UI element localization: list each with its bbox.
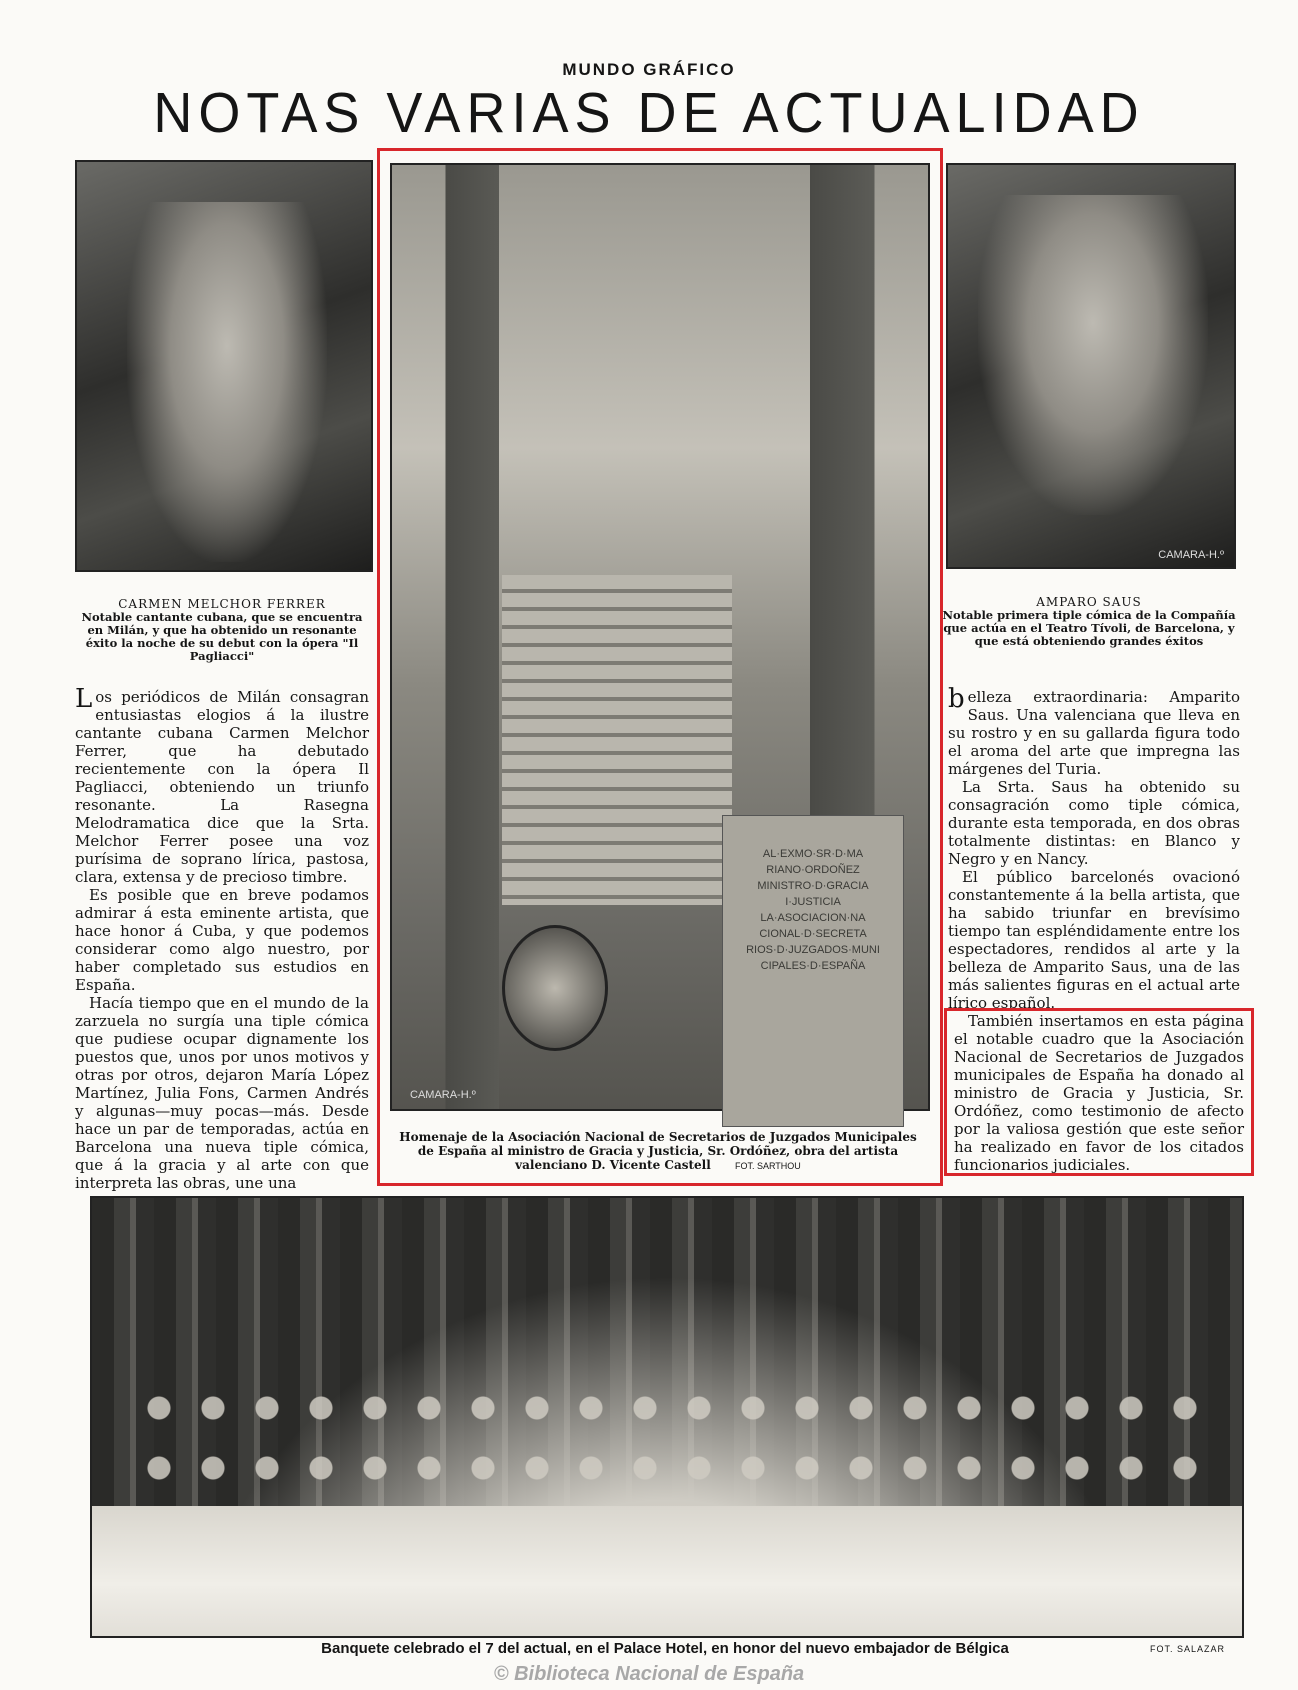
banquet-photo-credit: FOT. SALAZAR (1150, 1644, 1226, 1654)
plaque-line: AL·EXMO·SR·D·MA (762, 848, 864, 860)
boxed-article-paragraph (954, 1012, 1244, 1172)
portrait-photo-amparo-saus (946, 163, 1236, 569)
copyright-watermark: © Biblioteca Nacional de España (493, 1663, 805, 1685)
portrait-credit-right: CAMARA-H.º (1158, 549, 1224, 561)
paragraph: También insertamos en esta página el notable cuadro que la Asociación Nacional de Secretarios de Juzgados municipales de España ha donado al ministro de Gracia y Justicia, Sr. Ordóñez, como testimonio de afecto por la valiosa gestión que este señor ha realizado en favor de los citados funcionarios judiciales. (954, 1012, 1244, 1174)
painting-caption-text: Homenaje de la Asociación Nacional de Secretarios de Juzgados Municipales de España al ministro de Gracia y Justicia, Sr. Ordóñez, obra del artista valenciano D. Vicente Castell (399, 1130, 917, 1172)
caption-text-right: Notable primera tiple cómica de la Compañía que actúa en el Teatro Tívoli, de Barcelona, y que está obteniendo grandes éxitos (942, 608, 1236, 648)
left-article-column (75, 684, 369, 1192)
page-title: NOTAS VARIAS DE ACTUALIDAD (153, 81, 1145, 145)
paragraph: belleza extraordinaria: Amparito Saus. Una valenciana que lleva en su rostro y en su gallarda figura todo el aroma del arte que impregna las márgenes del Turia. (948, 684, 1240, 778)
paragraph: La Srta. Saus ha obtenido su consagración como tiple cómica, durante esta temporada, en dos obras totalmente distintas: en Blanco y Negro y en Nancy. (948, 778, 1240, 868)
plaque-line: RIANO·ORDOÑEZ (766, 864, 860, 876)
painting-credit: CAMARA-H.º (410, 1089, 476, 1101)
paragraph: Los periódicos de Milán consagran entusiastas elogios á la ilustre cantante cubana Carmen Melchor Ferrer, que ha debutado recientemente con la ópera Il Pagliacci, obteniendo un triunfo resonante. La Rasegna Melodramatica dice que la Srta. Melchor Ferrer posee una voz purísima de soprano lírica, pastosa, clara, extensa y de precioso timbre. (75, 684, 369, 886)
portrait-medallion (502, 925, 608, 1051)
magazine-kicker: MUNDO GRÁFICO (562, 60, 736, 79)
painting-caption (392, 1130, 924, 1173)
portrait-caption-left (75, 598, 369, 663)
plaque-line: LA·ASOCIACION·NA (760, 912, 866, 924)
plaque-line: RIOS·D·JUZGADOS·MUNI (746, 944, 880, 956)
painting-photo-credit: FOT. SARTHOU (734, 1161, 801, 1171)
caption-name-left: CARMEN MELCHOR FERRER (118, 597, 326, 611)
plaque-line: I·JUSTICIA (785, 896, 841, 908)
paragraph: Es posible que en breve podamos admirar á esta eminente artista, que hace honor á Cuba, y que podemos considerar como algo nuestro, por haber completado sus estudios en España. (75, 886, 369, 994)
dedication-plaque (722, 815, 904, 1127)
plaque-line: CIONAL·D·SECRETA (759, 928, 867, 940)
paragraph: Hacía tiempo que en el mundo de la zarzuela no surgía una tiple cómica que pudiese ocupar dignamente los puestos que, unos por unos motivos y otras por otros, dejaron María López Martínez, Julia Fons, Carmen Andrés y algunas—muy pocas—más. Desde hace un par de temporadas, actúa en Barcelona una nueva tiple cómica, que á la gracia y al arte con que interpreta las obras, une una (75, 994, 369, 1192)
portrait-photo-carmen-melchor (75, 160, 373, 572)
plaque-line: MINISTRO·D·GRACIA (757, 880, 869, 892)
banquet-caption-text: Banquete celebrado el 7 del actual, en el Palace Hotel, en honor del nuevo embajador de Bélgica (321, 1640, 1009, 1657)
banquet-table (92, 1506, 1242, 1636)
painting-homenaje-photo (390, 163, 930, 1111)
caption-name-right: AMPARO SAUS (1036, 595, 1142, 609)
portrait-caption-right (942, 596, 1236, 648)
caption-text-left: Notable cantante cubana, que se encuentra en Milán, y que ha obtenido un resonante éxito la noche de su debut con la ópera "Il Pagliacci" (81, 610, 363, 663)
banquet-group-photo (90, 1196, 1244, 1638)
plaque-line: CIPALES·D·ESPAÑA (760, 960, 866, 972)
right-article-column (948, 684, 1240, 1012)
banquet-caption (90, 1640, 1240, 1657)
paragraph: El público barcelonés ovacionó constantemente á la bella artista, que ha sabido triunfar en brevísimo tiempo tan espléndidamente entre los espectadores, rendidos al arte y la belleza de Amparito Saus, una de las más salientes figuras en el actual arte lírico español. (948, 868, 1240, 1012)
